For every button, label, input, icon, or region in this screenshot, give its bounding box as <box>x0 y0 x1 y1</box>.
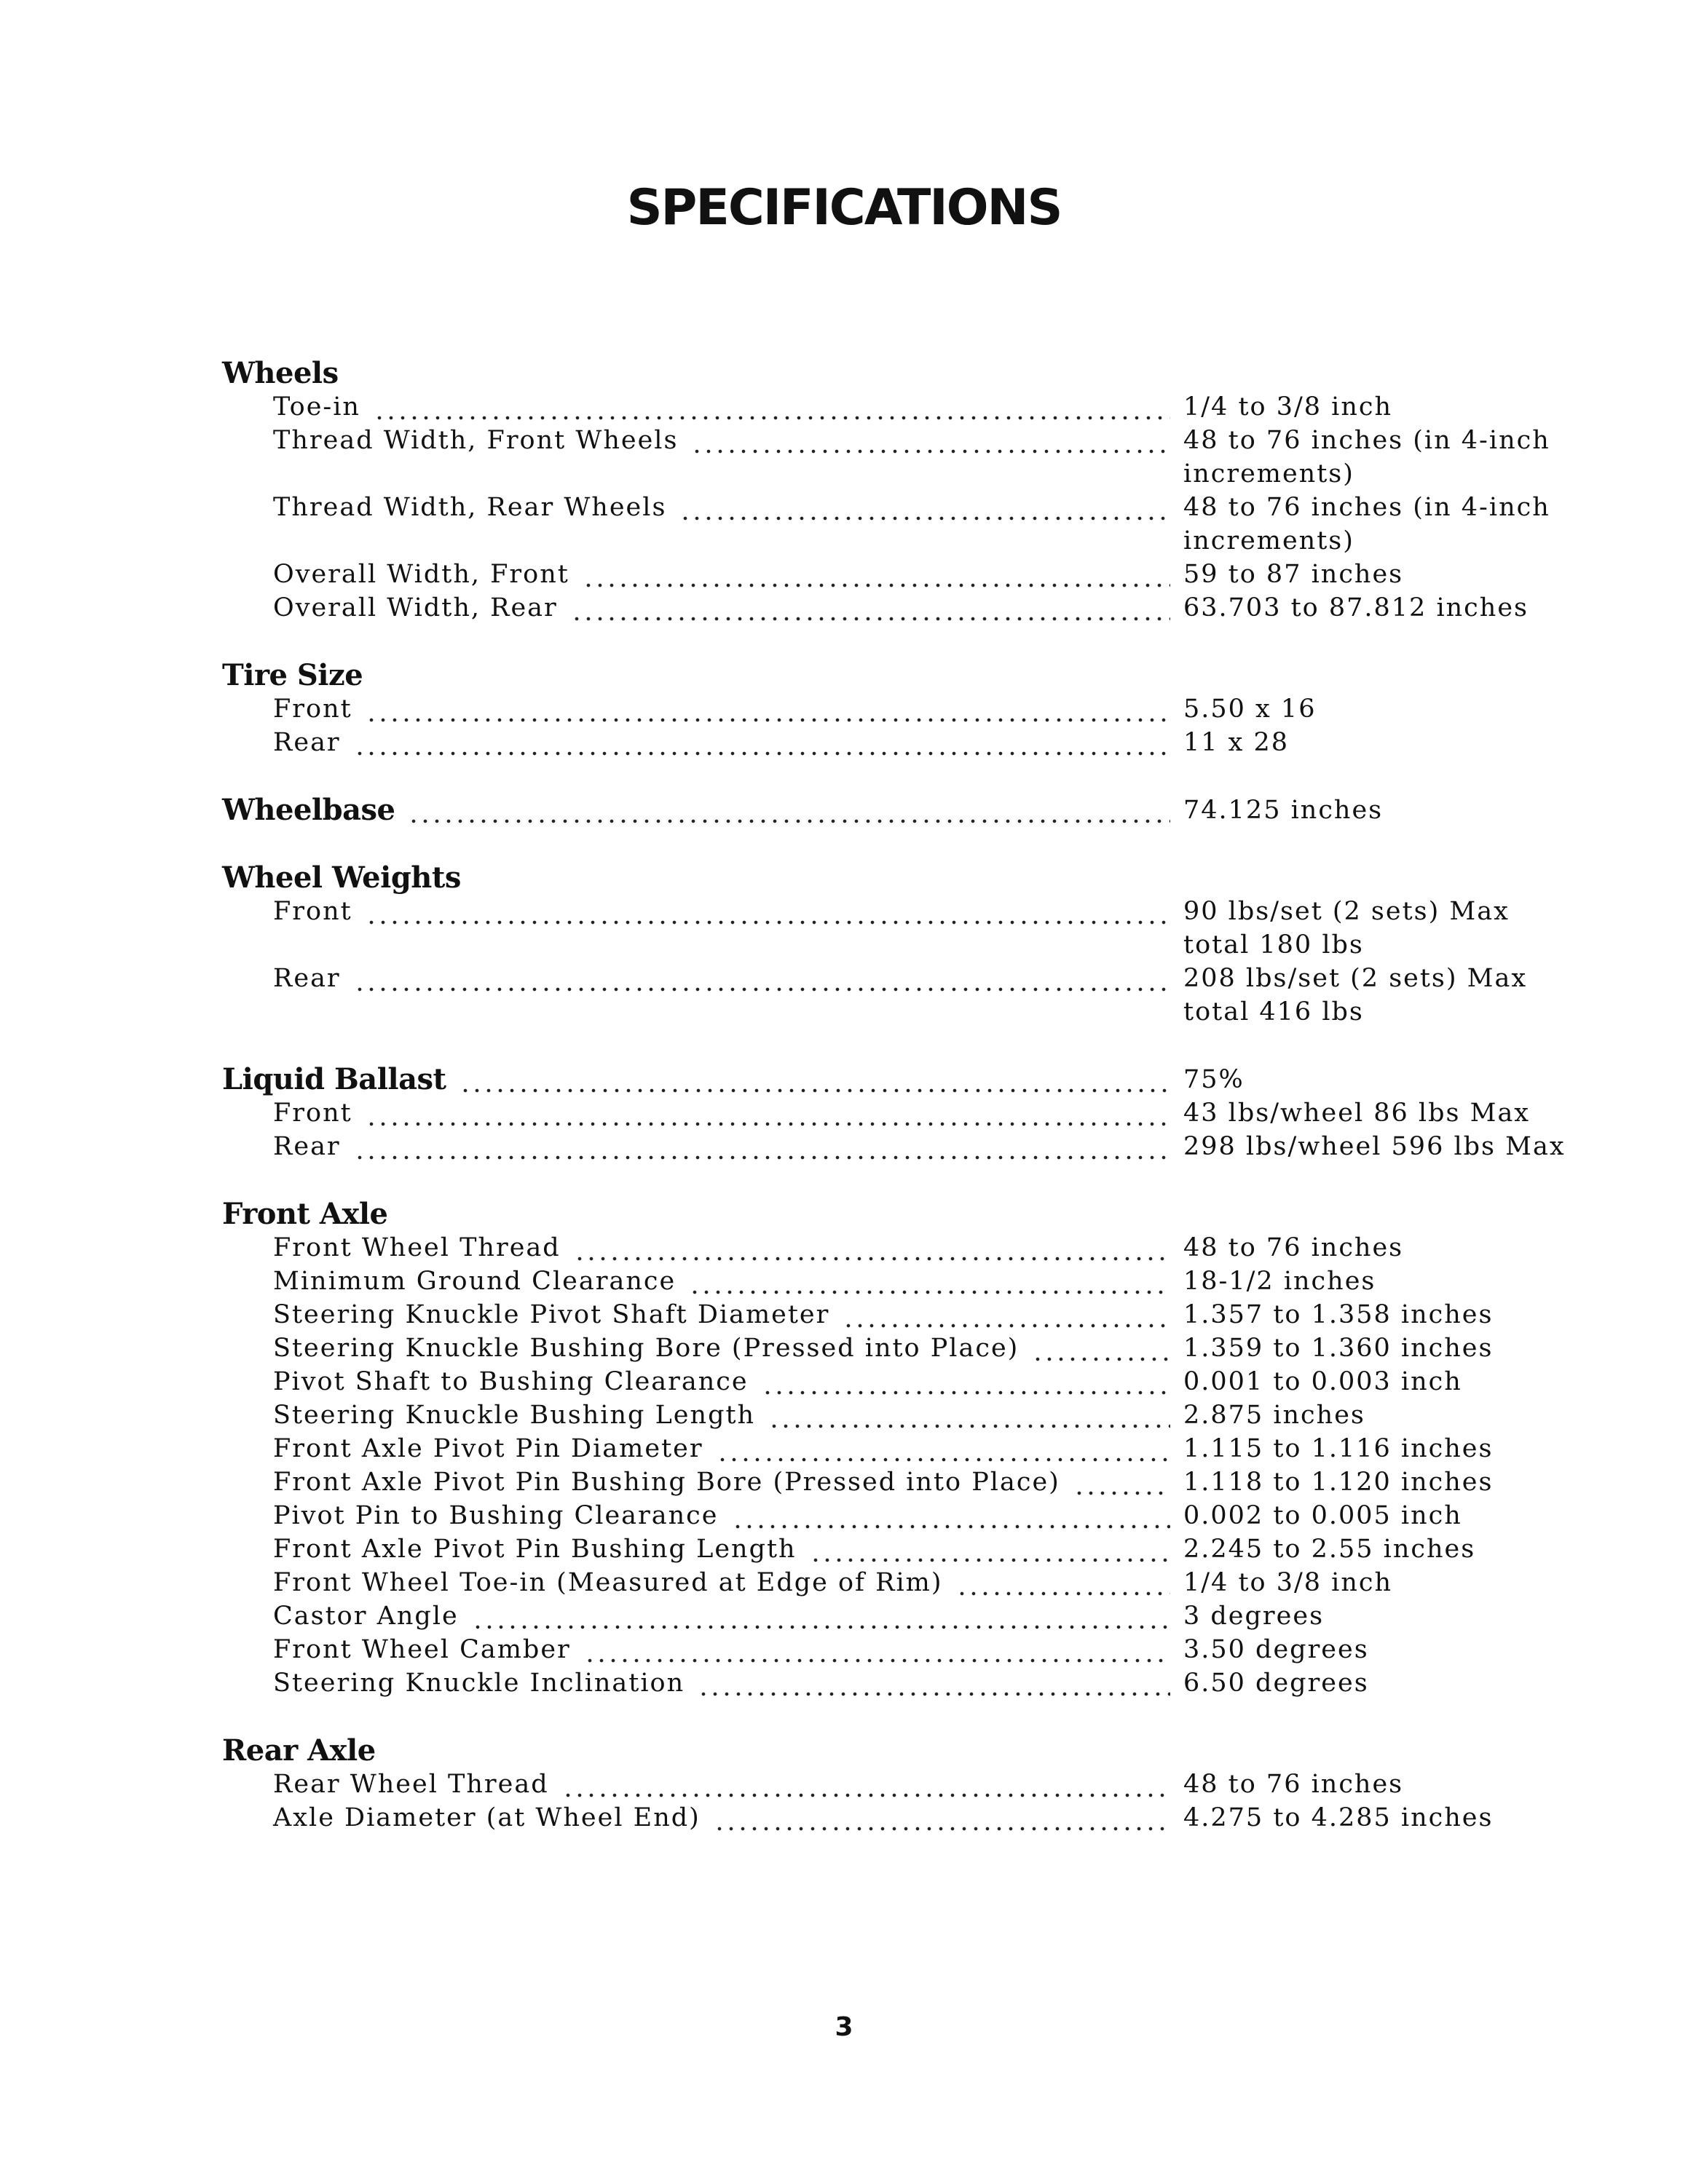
dot-leader <box>1073 1465 1170 1499</box>
spec-section <box>222 659 1577 759</box>
spec-label: Thread Width, Front Wheels <box>273 426 679 455</box>
spec-value: 6.50 degrees <box>1183 1669 1369 1698</box>
spec-value: 63.703 to 87.812 inches <box>1183 593 1529 622</box>
dot-leader <box>562 1768 1170 1801</box>
page-title: SPECIFICATIONS <box>626 179 1062 237</box>
dot-leader <box>354 962 1170 995</box>
dot-leader <box>460 1063 1171 1096</box>
section-heading: Liquid Ballast <box>222 1062 446 1096</box>
spec-label: Overall Width, Rear <box>273 593 558 622</box>
spec-row <box>273 1768 1577 1801</box>
dot-leader <box>584 1633 1170 1666</box>
spec-row <box>273 1298 1577 1332</box>
spec-section <box>222 1198 1577 1700</box>
spec-row <box>273 726 1577 759</box>
spec-label: Front Axle Pivot Pin Bushing Bore (Pressed into Place) <box>273 1468 1060 1497</box>
spec-value: 4.275 to 4.285 inches <box>1183 1803 1494 1832</box>
spec-row <box>273 1265 1577 1298</box>
dot-leader <box>956 1566 1170 1599</box>
spec-label: Pivot Pin to Bushing Clearance <box>273 1501 719 1530</box>
spec-row <box>273 1566 1577 1599</box>
spec-row <box>273 1231 1577 1265</box>
dot-leader <box>689 1265 1170 1298</box>
spec-label: Front <box>273 1099 352 1128</box>
spec-label: Front Axle Pivot Pin Diameter <box>273 1434 703 1463</box>
spec-value: 2.245 to 2.55 inches <box>1183 1535 1476 1564</box>
dot-leader <box>571 591 1170 625</box>
spec-value: 5.50 x 16 <box>1183 695 1317 724</box>
spec-section-row <box>222 794 1577 827</box>
section-heading: Wheelbase <box>222 793 395 827</box>
spec-value: 1.359 to 1.360 inches <box>1183 1334 1494 1363</box>
dot-leader <box>843 1298 1170 1332</box>
spec-label: Front Wheel Camber <box>273 1635 571 1664</box>
spec-section <box>222 1734 1577 1835</box>
dot-leader <box>810 1532 1170 1566</box>
spec-row <box>273 1532 1577 1566</box>
spec-value: 48 to 76 inches <box>1183 1770 1404 1799</box>
section-heading: Tire Size <box>222 658 363 692</box>
spec-row <box>273 558 1577 591</box>
spec-row <box>273 1666 1577 1700</box>
dot-leader <box>574 1231 1170 1265</box>
spec-row <box>273 692 1577 726</box>
spec-label: Rear <box>273 728 341 757</box>
spec-label: Rear Wheel Thread <box>273 1770 549 1799</box>
spec-row <box>273 962 1577 1029</box>
spec-value: 298 lbs/wheel 596 lbs Max <box>1183 1132 1566 1161</box>
spec-row <box>273 491 1577 558</box>
spec-value: 74.125 inches <box>1183 796 1384 825</box>
spec-row <box>273 1801 1577 1835</box>
spec-value: 1.357 to 1.358 inches <box>1183 1300 1494 1329</box>
spec-label: Front Wheel Toe-in (Measured at Edge of Rim) <box>273 1568 943 1597</box>
dot-leader <box>679 491 1170 524</box>
dot-leader <box>472 1599 1170 1633</box>
dot-leader <box>354 726 1170 759</box>
spec-value: 48 to 76 inches <box>1183 1233 1404 1262</box>
spec-value: 1.115 to 1.116 inches <box>1183 1434 1494 1463</box>
spec-value: 43 lbs/wheel 86 lbs Max <box>1183 1099 1531 1128</box>
section-heading: Wheels <box>222 356 339 390</box>
dot-leader <box>366 1096 1170 1130</box>
dot-leader <box>354 1130 1170 1163</box>
dot-leader <box>768 1398 1170 1432</box>
spec-label: Front Axle Pivot Pin Bushing Length <box>273 1535 797 1564</box>
spec-value: 2.875 inches <box>1183 1401 1365 1430</box>
spec-row <box>273 895 1577 962</box>
spec-value: 11 x 28 <box>1183 728 1290 757</box>
spec-label: Steering Knuckle Pivot Shaft Diameter <box>273 1300 830 1329</box>
spec-row <box>273 1599 1577 1633</box>
dot-leader <box>583 558 1170 591</box>
spec-label: Pivot Shaft to Bushing Clearance <box>273 1367 749 1396</box>
spec-label: Rear <box>273 964 341 993</box>
dot-leader <box>762 1365 1170 1398</box>
spec-value: 18-1/2 inches <box>1183 1267 1376 1296</box>
spec-section <box>222 1063 1577 1163</box>
spec-value: 1.118 to 1.120 inches <box>1183 1468 1494 1497</box>
spec-section <box>222 357 1577 625</box>
dot-leader <box>408 794 1170 827</box>
dot-leader <box>366 895 1170 928</box>
dot-leader <box>732 1499 1171 1532</box>
spec-row <box>273 1096 1577 1130</box>
section-heading: Front Axle <box>222 1197 388 1231</box>
spec-row <box>273 1633 1577 1666</box>
spec-row <box>273 1499 1577 1532</box>
spec-value: 1/4 to 3/8 inch <box>1183 1568 1393 1597</box>
page-number: 3 <box>835 2012 853 2042</box>
spec-label: Rear <box>273 1132 341 1161</box>
spec-row <box>273 1432 1577 1465</box>
dot-leader <box>1032 1332 1170 1365</box>
spec-value: 3 degrees <box>1183 1602 1325 1631</box>
dot-leader <box>366 692 1170 726</box>
spec-section <box>222 861 1577 1029</box>
dot-leader <box>691 424 1170 457</box>
spec-row <box>273 424 1577 491</box>
spec-value: 0.001 to 0.003 inch <box>1183 1367 1462 1396</box>
spec-row <box>273 1130 1577 1163</box>
spec-label: Toe-in <box>273 392 360 422</box>
spec-row <box>273 390 1577 424</box>
dot-leader <box>698 1666 1170 1700</box>
spec-label: Axle Diameter (at Wheel End) <box>273 1803 701 1832</box>
spec-label: Minimum Ground Clearance <box>273 1267 677 1296</box>
spec-row <box>273 591 1577 625</box>
specifications-list <box>222 357 1577 1869</box>
spec-value: 208 lbs/set (2 sets) Max total 416 lbs <box>1183 964 1528 1026</box>
spec-row <box>273 1365 1577 1398</box>
section-heading: Rear Axle <box>222 1733 376 1768</box>
spec-label: Overall Width, Front <box>273 560 569 589</box>
spec-value: 48 to 76 inches (in 4-inch increments) <box>1183 426 1550 488</box>
spec-section-row <box>222 1063 1577 1096</box>
spec-label: Steering Knuckle Bushing Bore (Pressed into Place) <box>273 1334 1019 1363</box>
section-heading: Wheel Weights <box>222 860 461 895</box>
spec-label: Castor Angle <box>273 1602 459 1631</box>
spec-label: Thread Width, Rear Wheels <box>273 493 667 522</box>
spec-value: 48 to 76 inches (in 4-inch increments) <box>1183 493 1550 555</box>
spec-value: 59 to 87 inches <box>1183 560 1404 589</box>
spec-label: Front <box>273 897 352 926</box>
dot-leader <box>714 1801 1170 1835</box>
spec-row <box>273 1465 1577 1499</box>
spec-label: Front Wheel Thread <box>273 1233 561 1262</box>
spec-value: 90 lbs/set (2 sets) Max total 180 lbs <box>1183 897 1510 960</box>
spec-row <box>273 1332 1577 1365</box>
spec-label: Front <box>273 695 352 724</box>
spec-label: Steering Knuckle Bushing Length <box>273 1401 756 1430</box>
spec-value: 75% <box>1183 1065 1245 1094</box>
dot-leader <box>717 1432 1170 1465</box>
spec-row <box>273 1398 1577 1432</box>
spec-section <box>222 794 1577 827</box>
spec-value: 1/4 to 3/8 inch <box>1183 392 1393 422</box>
spec-value: 0.002 to 0.005 inch <box>1183 1501 1462 1530</box>
dot-leader <box>374 390 1170 424</box>
spec-value: 3.50 degrees <box>1183 1635 1369 1664</box>
spec-label: Steering Knuckle Inclination <box>273 1669 685 1698</box>
